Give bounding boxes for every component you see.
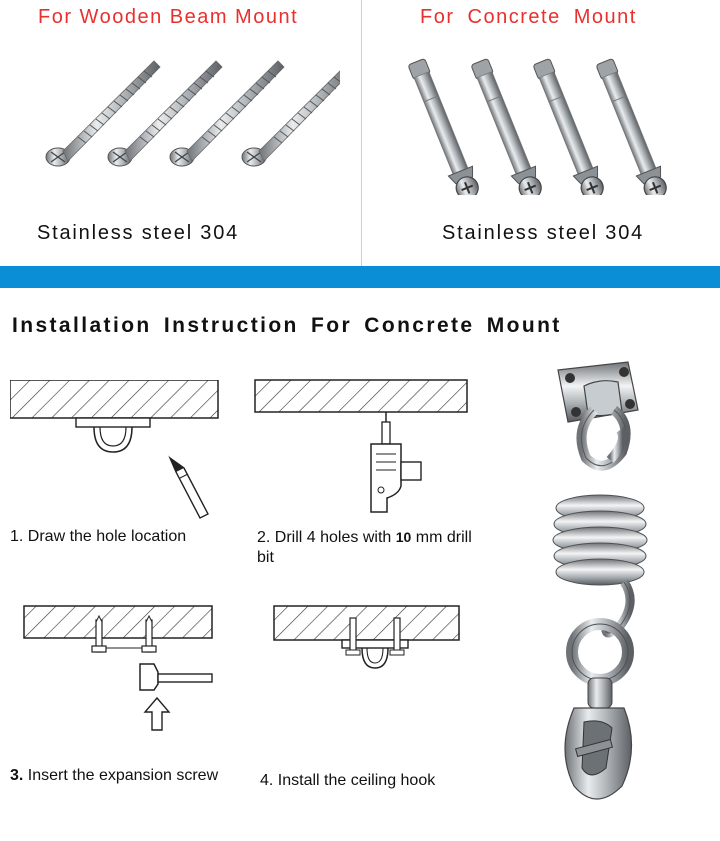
column-divider <box>361 0 362 266</box>
wood-screw-material: Stainless steel 304 <box>37 222 240 244</box>
swivel-spring-hook-icon <box>540 360 690 820</box>
concrete-mount-title: For Concrete Mount <box>420 6 637 28</box>
expansion-bolt-icon <box>592 57 671 195</box>
expansion-bolt-icon <box>467 57 546 195</box>
wooden-beam-title: For Wooden Beam Mount <box>38 6 299 28</box>
drill-icon <box>371 422 421 512</box>
expansion-bolts-image <box>395 55 705 195</box>
step-1-text: 1. Draw the hole location <box>10 528 187 545</box>
pencil-icon <box>168 454 208 518</box>
section-title: Installation Instruction For Concrete Mount <box>12 314 562 337</box>
step-2-text: 2. Drill 4 holes with 10 mm drill bit <box>257 529 472 566</box>
wood-screws-image <box>20 60 340 180</box>
hammer-icon <box>140 664 212 690</box>
step-3-text: 3. Insert the expansion screw <box>10 767 219 784</box>
hardware-options <box>0 0 720 266</box>
expansion-bolt-icon <box>529 57 608 195</box>
expansion-bolt-material: Stainless steel 304 <box>442 222 645 244</box>
step-4-text: 4. Install the ceiling hook <box>260 772 436 789</box>
step-1-diagram <box>10 380 225 525</box>
step-4-diagram <box>272 602 467 672</box>
wood-screw-icon <box>242 61 340 166</box>
wood-screw-icon <box>46 61 160 166</box>
expansion-bolt-icon <box>404 57 483 195</box>
step-3-diagram <box>22 600 222 735</box>
wood-screw-icon <box>108 61 222 166</box>
accent-band <box>0 266 720 288</box>
step-2-diagram <box>253 378 473 518</box>
up-arrow-icon <box>145 698 169 730</box>
